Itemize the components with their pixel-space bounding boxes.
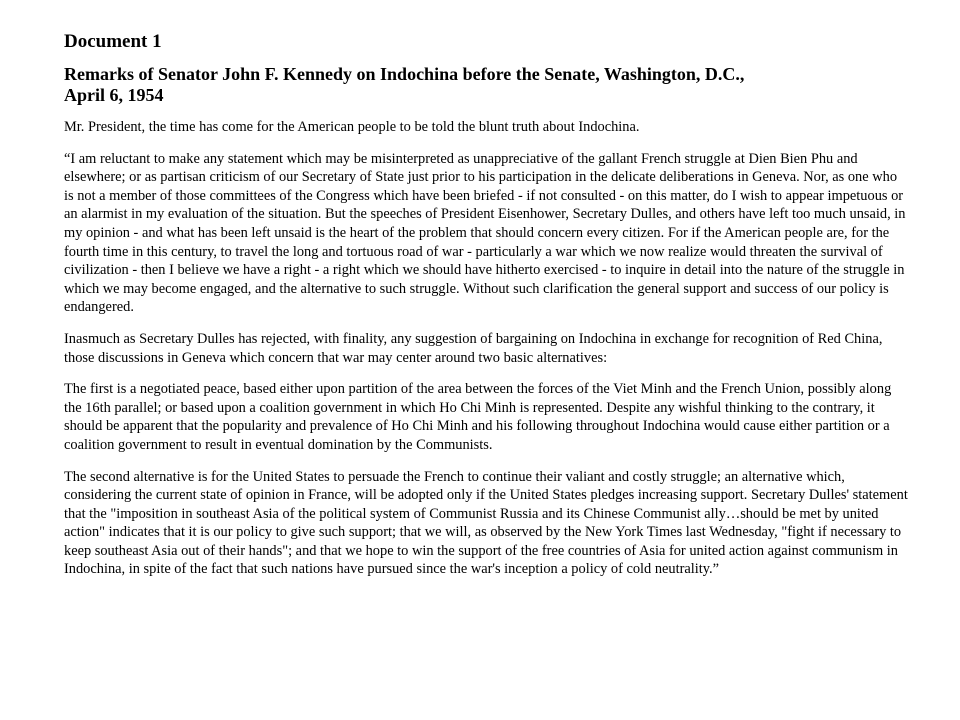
paragraph-alternatives: Inasmuch as Secretary Dulles has rejected, with finality, any suggestion of bargaining on Indochina in exchange for recognition of Red China, those discussions in Geneva which concern that war may center around two basic alternatives: [64, 330, 883, 366]
paragraph-quote-opening: “I am reluctant to make any statement which may be misinterpreted as unappreciative of the gallant French struggle at Dien Bien Phu and elsewhere; or as partisan criticism of our Secretary of State just prior to his participation in the delicate deliberations in Geneva. Nor, as one who is not a member of those committees of the Congress which have been briefed - if not consulted - on this matter, do I wish to appear impetuous or an alarmist in my evaluation of the situation. But the speeches of President Eisenhower, Secretary Dulles, and others have left too much unsaid, in my opinion - and what has been left unsaid is the heart of the problem that should concern every citizen. For if the American people are, for the fourth time in this century, to travel the long and tortuous road of war - particularly a war which we now realize would threaten the survival of civilization - then I believe we have a right - a right which we should have hitherto exercised - to inquire in detail into the nature of the struggle in which we may become engaged, and the alternative to such struggle. Without such clarification the general support and success of our policy is endangered. [64, 150, 906, 316]
paragraph-first-alternative: The first is a negotiated peace, based either upon partition of the area between the forces of the Viet Minh and the French Union, possibly along the 16th parallel; or based upon a coalition government in which Ho Chi Minh is represented. Despite any wishful thinking to the contrary, it should be apparent that the popularity and prevalence of Ho Chi Minh and his following throughout Indochina would cause either partition or a coalition government to result in eventual domination by the Communists. [64, 381, 892, 453]
document-title [64, 64, 910, 106]
paragraph-intro: Mr. President, the time has come for the American people to be told the blunt truth about Indochina. [64, 119, 640, 135]
document-page [64, 30, 910, 592]
paragraph-second-alternative: The second alternative is for the United States to persuade the French to continue their valiant and costly struggle; an alternative which, considering the current state of opinion in France, will be adopted only if the United States pledges increasing support. Secretary Dulles' statement that the "imposition in southeast Asia of the political system of Communist Russia and its Chinese Communist ally…should be met by united action" indicates that it is our policy to give such support; that we will, as observed by the New York Times last Wednesday, "fight if necessary to keep southeast Asia out of their hands"; and that we hope to win the support of the free countries of Asia for united action against communism in Indochina, in spite of the fact that such nations have pursued since the war's inception a policy of cold neutrality.” [64, 468, 908, 578]
document-title-line-2: April 6, 1954 [64, 85, 164, 105]
document-title-line-1: Remarks of Senator John F. Kennedy on Indochina before the Senate, Washington, D.C., [64, 64, 745, 84]
document-label: Document 1 [64, 31, 162, 52]
